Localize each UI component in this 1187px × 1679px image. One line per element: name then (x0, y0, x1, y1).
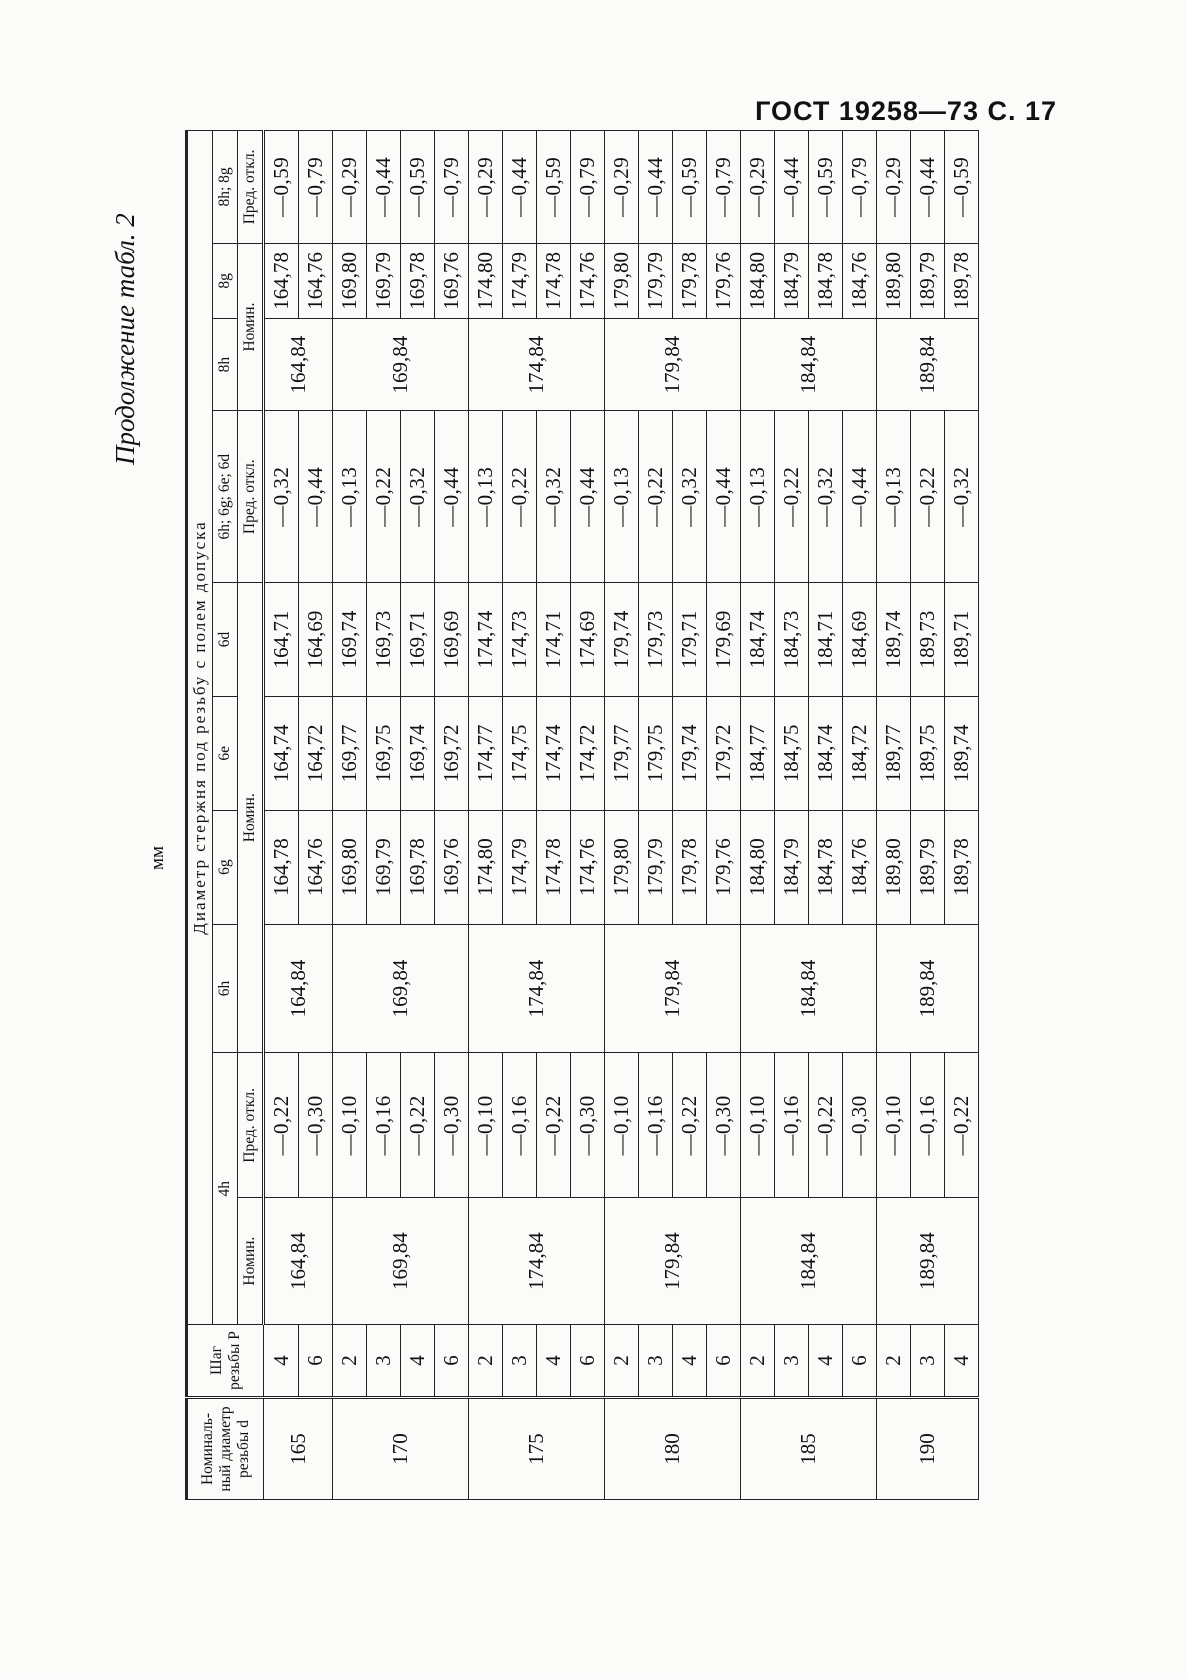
dev-8-cell: —0,29 (741, 131, 775, 244)
nomin-8h-cell: 184,84 (741, 318, 877, 410)
nominal-diameter-cell: 170 (333, 1398, 469, 1500)
pitch-cell: 3 (503, 1325, 537, 1398)
nomin-6e-cell: 174,75 (503, 696, 537, 810)
dev-4h-cell: —0,22 (945, 1053, 979, 1198)
dev-4h-cell: —0,16 (503, 1053, 537, 1198)
nomin-6d-cell: 179,71 (673, 583, 707, 697)
dev-6-cell: —0,32 (673, 411, 707, 583)
table-row (264, 131, 299, 1500)
dev-8-cell: —0,59 (537, 131, 571, 244)
table-row (741, 131, 775, 1500)
nomin-6g-cell: 169,80 (333, 810, 367, 924)
dev-6-cell: —0,32 (809, 411, 843, 583)
header-pitch: Шаг резьбы P (187, 1325, 264, 1398)
dev-8-cell: —0,44 (639, 131, 673, 244)
header-6-pred: Пред. откл. (238, 411, 264, 583)
dev-4h-cell: —0,16 (775, 1053, 809, 1198)
header-4h-nomin: Номин. (238, 1198, 264, 1325)
nomin-8h-cell: 164,84 (264, 318, 333, 410)
nomin-6d-cell: 169,69 (435, 583, 469, 697)
table-row (333, 131, 367, 1500)
nomin-6h-cell: 164,84 (264, 924, 333, 1053)
table-body (264, 131, 979, 1500)
pitch-cell: 6 (707, 1325, 741, 1398)
pitch-cell: 6 (571, 1325, 605, 1398)
table-caption: Продолжение табл. 2 (110, 213, 140, 465)
nomin-4h-cell: 189,84 (877, 1198, 979, 1325)
dev-4h-cell: —0,10 (333, 1053, 367, 1198)
dev-8-cell: —0,59 (264, 131, 299, 244)
dev-8-cell: —0,29 (877, 131, 911, 244)
dev-8-cell: —0,29 (605, 131, 639, 244)
header-tol-6-dev: 6h; 6g; 6e; 6d (213, 411, 238, 583)
nomin-6h-cell: 169,84 (333, 924, 469, 1053)
dev-4h-cell: —0,16 (367, 1053, 401, 1198)
nomin-6e-cell: 169,77 (333, 696, 367, 810)
thread-diameter-table (185, 130, 979, 1500)
nomin-6d-cell: 189,71 (945, 583, 979, 697)
nomin-6g-cell: 189,79 (911, 810, 945, 924)
nomin-6g-cell: 174,78 (537, 810, 571, 924)
pitch-cell: 6 (299, 1325, 333, 1398)
dev-8-cell: —0,29 (469, 131, 503, 244)
dev-8-cell: —0,59 (945, 131, 979, 244)
nomin-6e-cell: 179,75 (639, 696, 673, 810)
dev-6-cell: —0,13 (605, 411, 639, 583)
dev-4h-cell: —0,22 (264, 1053, 299, 1198)
nominal-diameter-cell: 180 (605, 1398, 741, 1500)
dev-4h-cell: —0,22 (537, 1053, 571, 1198)
pitch-cell: 3 (911, 1325, 945, 1398)
nomin-6g-cell: 169,76 (435, 810, 469, 924)
dev-4h-cell: —0,10 (877, 1053, 911, 1198)
nomin-6e-cell: 189,75 (911, 696, 945, 810)
nominal-diameter-cell: 190 (877, 1398, 979, 1500)
header-group-title: Диаметр стержня под резьбу с полем допуска (187, 131, 213, 1325)
nomin-6e-cell: 184,75 (775, 696, 809, 810)
nomin-8g-cell: 169,80 (333, 243, 367, 318)
nomin-8g-cell: 179,76 (707, 243, 741, 318)
nomin-6e-cell: 189,74 (945, 696, 979, 810)
pitch-cell: 4 (945, 1325, 979, 1398)
dev-4h-cell: —0,16 (911, 1053, 945, 1198)
nomin-6d-cell: 169,73 (367, 583, 401, 697)
nomin-6g-cell: 184,79 (775, 810, 809, 924)
dev-8-cell: —0,79 (299, 131, 333, 244)
nominal-diameter-cell: 175 (469, 1398, 605, 1500)
dev-4h-cell: —0,22 (809, 1053, 843, 1198)
dev-6-cell: —0,22 (503, 411, 537, 583)
rotated-table-block (105, 80, 1015, 1600)
header-tol-6d: 6d (213, 583, 238, 697)
pitch-cell: 2 (333, 1325, 367, 1398)
nomin-8g-cell: 184,79 (775, 243, 809, 318)
nomin-8h-cell: 169,84 (333, 318, 469, 410)
nomin-6h-cell: 179,84 (605, 924, 741, 1053)
nomin-6e-cell: 184,72 (843, 696, 877, 810)
nomin-8g-cell: 179,80 (605, 243, 639, 318)
nomin-6e-cell: 179,74 (673, 696, 707, 810)
nomin-6g-cell: 184,80 (741, 810, 775, 924)
table-row (469, 131, 503, 1500)
nomin-8h-cell: 179,84 (605, 318, 741, 410)
nomin-6g-cell: 184,78 (809, 810, 843, 924)
nomin-6g-cell: 179,76 (707, 810, 741, 924)
dev-6-cell: —0,44 (299, 411, 333, 583)
nomin-6d-cell: 179,69 (707, 583, 741, 697)
nomin-8g-cell: 169,78 (401, 243, 435, 318)
nomin-6e-cell: 169,72 (435, 696, 469, 810)
dev-4h-cell: —0,22 (673, 1053, 707, 1198)
dev-4h-cell: —0,22 (401, 1053, 435, 1198)
dev-8-cell: —0,29 (333, 131, 367, 244)
dev-6-cell: —0,13 (741, 411, 775, 583)
nomin-8g-cell: 179,79 (639, 243, 673, 318)
dev-6-cell: —0,13 (877, 411, 911, 583)
nomin-6d-cell: 184,71 (809, 583, 843, 697)
nomin-8g-cell: 174,76 (571, 243, 605, 318)
header-tol-6g: 6g (213, 810, 238, 924)
nomin-4h-cell: 174,84 (469, 1198, 605, 1325)
nomin-6e-cell: 179,72 (707, 696, 741, 810)
nomin-6g-cell: 179,80 (605, 810, 639, 924)
dev-6-cell: —0,32 (401, 411, 435, 583)
nomin-8h-cell: 174,84 (469, 318, 605, 410)
nomin-8h-cell: 189,84 (877, 318, 979, 410)
dev-4h-cell: —0,10 (741, 1053, 775, 1198)
nomin-6e-cell: 179,77 (605, 696, 639, 810)
pitch-cell: 2 (741, 1325, 775, 1398)
pitch-cell: 6 (435, 1325, 469, 1398)
dev-8-cell: —0,79 (571, 131, 605, 244)
nomin-4h-cell: 179,84 (605, 1198, 741, 1325)
nomin-6e-cell: 164,72 (299, 696, 333, 810)
pitch-cell: 2 (877, 1325, 911, 1398)
dev-8-cell: —0,79 (843, 131, 877, 244)
dev-8-cell: —0,44 (367, 131, 401, 244)
nomin-6e-cell: 184,74 (809, 696, 843, 810)
nomin-8g-cell: 169,76 (435, 243, 469, 318)
nomin-6e-cell: 174,74 (537, 696, 571, 810)
nomin-6e-cell: 169,75 (367, 696, 401, 810)
pitch-cell: 2 (469, 1325, 503, 1398)
nomin-8g-cell: 184,78 (809, 243, 843, 318)
nomin-6d-cell: 184,74 (741, 583, 775, 697)
nomin-6g-cell: 179,79 (639, 810, 673, 924)
nomin-8g-cell: 189,80 (877, 243, 911, 318)
dev-4h-cell: —0,10 (605, 1053, 639, 1198)
nomin-6d-cell: 174,71 (537, 583, 571, 697)
header-tol-8h: 8h (213, 318, 238, 410)
nomin-6d-cell: 169,74 (333, 583, 367, 697)
dev-6-cell: —0,32 (945, 411, 979, 583)
nomin-6g-cell: 164,76 (299, 810, 333, 924)
dev-6-cell: —0,44 (435, 411, 469, 583)
nomin-8g-cell: 164,78 (264, 243, 299, 318)
nomin-6d-cell: 174,74 (469, 583, 503, 697)
pitch-cell: 3 (639, 1325, 673, 1398)
nomin-6d-cell: 174,73 (503, 583, 537, 697)
dev-8-cell: —0,44 (503, 131, 537, 244)
nomin-6e-cell: 164,74 (264, 696, 299, 810)
dev-6-cell: —0,44 (571, 411, 605, 583)
nomin-4h-cell: 169,84 (333, 1198, 469, 1325)
dev-4h-cell: —0,30 (843, 1053, 877, 1198)
dev-6-cell: —0,13 (469, 411, 503, 583)
pitch-cell: 4 (809, 1325, 843, 1398)
header-8-nomin: Номин. (238, 243, 264, 410)
nomin-6e-cell: 189,77 (877, 696, 911, 810)
dev-6-cell: —0,44 (843, 411, 877, 583)
header-8-pred: Пред. откл. (238, 131, 264, 244)
header-tol-8g: 8g (213, 243, 238, 318)
nomin-8g-cell: 189,78 (945, 243, 979, 318)
dev-4h-cell: —0,30 (435, 1053, 469, 1198)
nomin-6d-cell: 164,69 (299, 583, 333, 697)
nomin-8g-cell: 179,78 (673, 243, 707, 318)
nomin-6g-cell: 169,79 (367, 810, 401, 924)
nomin-6d-cell: 184,73 (775, 583, 809, 697)
dev-8-cell: —0,79 (707, 131, 741, 244)
dev-4h-cell: —0,30 (707, 1053, 741, 1198)
dev-6-cell: —0,32 (264, 411, 299, 583)
nomin-6e-cell: 174,77 (469, 696, 503, 810)
table-row (605, 131, 639, 1500)
dev-6-cell: —0,13 (333, 411, 367, 583)
units-label: мм (147, 845, 168, 870)
dev-6-cell: —0,44 (707, 411, 741, 583)
nomin-6g-cell: 189,80 (877, 810, 911, 924)
nomin-8g-cell: 184,80 (741, 243, 775, 318)
nomin-6d-cell: 169,71 (401, 583, 435, 697)
nomin-8g-cell: 169,79 (367, 243, 401, 318)
pitch-cell: 4 (264, 1325, 299, 1398)
nomin-8g-cell: 189,79 (911, 243, 945, 318)
dev-8-cell: —0,59 (809, 131, 843, 244)
nomin-6h-cell: 189,84 (877, 924, 979, 1053)
nomin-6g-cell: 189,78 (945, 810, 979, 924)
pitch-cell: 4 (537, 1325, 571, 1398)
nomin-6d-cell: 179,73 (639, 583, 673, 697)
header-6-nomin: Номин. (238, 583, 264, 1053)
nomin-6g-cell: 174,80 (469, 810, 503, 924)
nomin-6e-cell: 174,72 (571, 696, 605, 810)
nominal-diameter-cell: 185 (741, 1398, 877, 1500)
dev-8-cell: —0,59 (401, 131, 435, 244)
dev-8-cell: —0,44 (911, 131, 945, 244)
nomin-6d-cell: 174,69 (571, 583, 605, 697)
header-tol-6h: 6h (213, 924, 238, 1053)
nomin-8g-cell: 174,80 (469, 243, 503, 318)
nomin-6g-cell: 174,76 (571, 810, 605, 924)
nomin-8g-cell: 174,79 (503, 243, 537, 318)
header-4h-pred: Пред. откл. (238, 1053, 264, 1198)
dev-6-cell: —0,22 (639, 411, 673, 583)
pitch-cell: 4 (401, 1325, 435, 1398)
nomin-8g-cell: 184,76 (843, 243, 877, 318)
header-tol-4h: 4h (213, 1053, 238, 1325)
table-row (877, 131, 911, 1500)
nomin-6e-cell: 184,77 (741, 696, 775, 810)
nominal-diameter-cell: 165 (264, 1398, 333, 1500)
dev-4h-cell: —0,16 (639, 1053, 673, 1198)
nomin-6d-cell: 164,71 (264, 583, 299, 697)
nomin-6e-cell: 169,74 (401, 696, 435, 810)
nomin-6g-cell: 184,76 (843, 810, 877, 924)
dev-8-cell: —0,59 (673, 131, 707, 244)
nomin-4h-cell: 164,84 (264, 1198, 333, 1325)
dev-6-cell: —0,22 (775, 411, 809, 583)
nomin-6h-cell: 184,84 (741, 924, 877, 1053)
pitch-cell: 6 (843, 1325, 877, 1398)
dev-8-cell: —0,44 (775, 131, 809, 244)
nomin-6d-cell: 189,74 (877, 583, 911, 697)
dev-6-cell: —0,22 (367, 411, 401, 583)
dev-6-cell: —0,22 (911, 411, 945, 583)
header-tol-8-dev: 8h; 8g (213, 131, 238, 244)
pitch-cell: 2 (605, 1325, 639, 1398)
nomin-6g-cell: 174,79 (503, 810, 537, 924)
pitch-cell: 3 (775, 1325, 809, 1398)
pitch-cell: 3 (367, 1325, 401, 1398)
nomin-6g-cell: 169,78 (401, 810, 435, 924)
nomin-6d-cell: 189,73 (911, 583, 945, 697)
nomin-6g-cell: 179,78 (673, 810, 707, 924)
header-tol-6e: 6e (213, 696, 238, 810)
dev-6-cell: —0,32 (537, 411, 571, 583)
header-nominal-diameter: Номиналь-ный диаметр резьбы d (187, 1398, 264, 1500)
nomin-6g-cell: 164,78 (264, 810, 299, 924)
dev-4h-cell: —0,30 (571, 1053, 605, 1198)
dev-8-cell: —0,79 (435, 131, 469, 244)
nomin-8g-cell: 164,76 (299, 243, 333, 318)
nomin-6h-cell: 174,84 (469, 924, 605, 1053)
nomin-8g-cell: 174,78 (537, 243, 571, 318)
page-header: ГОСТ 19258—73 С. 17 (755, 96, 1057, 126)
nomin-6d-cell: 184,69 (843, 583, 877, 697)
dev-4h-cell: —0,30 (299, 1053, 333, 1198)
pitch-cell: 4 (673, 1325, 707, 1398)
nomin-4h-cell: 184,84 (741, 1198, 877, 1325)
dev-4h-cell: —0,10 (469, 1053, 503, 1198)
nomin-6d-cell: 179,74 (605, 583, 639, 697)
